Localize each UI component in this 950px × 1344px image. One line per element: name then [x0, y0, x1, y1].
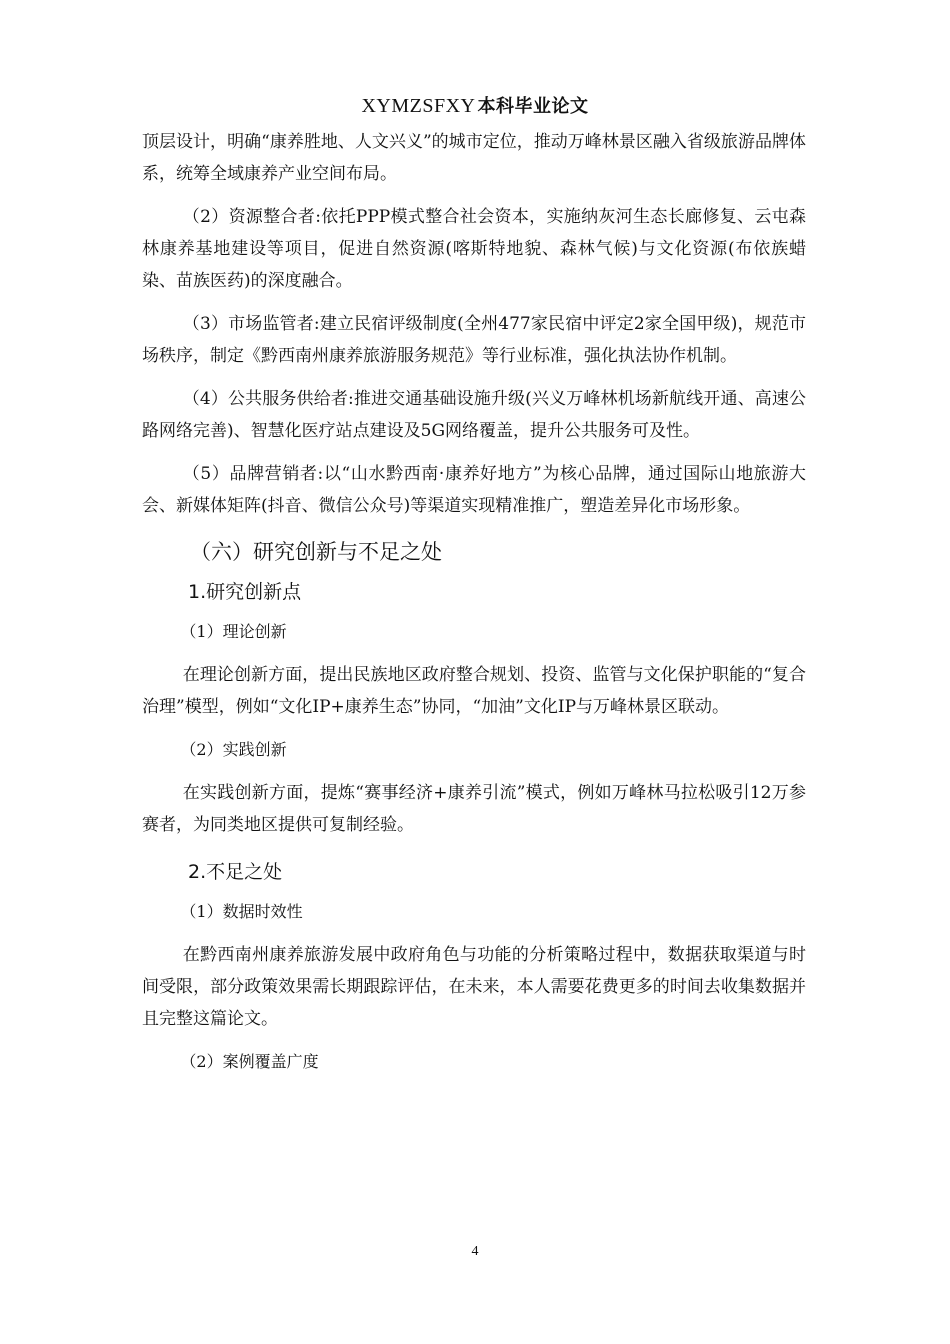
header-label: 本科毕业论文 [477, 96, 589, 117]
section-heading: （六）研究创新与不足之处 [190, 540, 442, 564]
header-code: XYMZSFXY [361, 95, 476, 117]
innovation-heading: 1.研究创新点 [188, 581, 302, 603]
paragraph-brand-marketer: （5）品牌营销者:以“山水黔西南·康养好地方”为核心品牌，通过国际山地旅游大会、新媒体矩阵(抖音、微信公众号)等渠道实现精准推广，塑造差异化市场形象。 [142, 464, 806, 516]
data-timeliness-text: 在黔西南州康养旅游发展中政府角色与功能的分析策略过程中，数据获取渠道与时间受限，部分政策效果需长期跟踪评估，在未来，本人需要花费更多的时间去收集数据并且完整这篇论文。 [142, 945, 806, 1029]
theory-innovation-title: （1）理论创新 [180, 622, 287, 641]
data-timeliness-title: （1）数据时效性 [180, 902, 303, 921]
practice-innovation-title: （2）实践创新 [180, 740, 287, 759]
paragraph-market-regulator: （3）市场监管者:建立民宿评级制度(全州477家民宿中评定2家全国甲级)，规范市场秩序，制定《黔西南州康养旅游服务规范》等行业标准，强化执法协作机制。 [142, 314, 806, 366]
page-header [0, 92, 950, 121]
practice-innovation-text: 在实践创新方面，提炼“赛事经济+康养引流”模式，例如万峰林马拉松吸引12万参赛者，为同类地区提供可复制经验。 [142, 783, 806, 835]
paragraph-resource-integrator: （2）资源整合者:依托PPP模式整合社会资本，实施纳灰河生态长廊修复、云屯森林康养基地建设等项目，促进自然资源(喀斯特地貌、森林气候)与文化资源(布依族蜡染、苗族医药)的深度融合。 [142, 207, 806, 291]
case-coverage-title: （2）案例覆盖广度 [180, 1052, 319, 1071]
paragraph-continued: 顶层设计，明确“康养胜地、人文兴义”的城市定位，推动万峰林景区融入省级旅游品牌体系，统筹全域康养产业空间布局。 [142, 132, 806, 184]
paragraph-public-service-provider: （4）公共服务供给者:推进交通基础设施升级(兴义万峰林机场新航线开通、高速公路网络完善)、智慧化医疗站点建设及5G网络覆盖，提升公共服务可及性。 [142, 389, 806, 441]
page-number: 4 [471, 1244, 479, 1259]
document-body [142, 126, 806, 1078]
shortcomings-heading: 2.不足之处 [188, 861, 283, 883]
theory-innovation-text: 在理论创新方面，提出民族地区政府整合规划、投资、监管与文化保护职能的“复合治理”模型，例如“文化IP+康养生态”协同，“加油”文化IP与万峰林景区联动。 [142, 665, 806, 717]
